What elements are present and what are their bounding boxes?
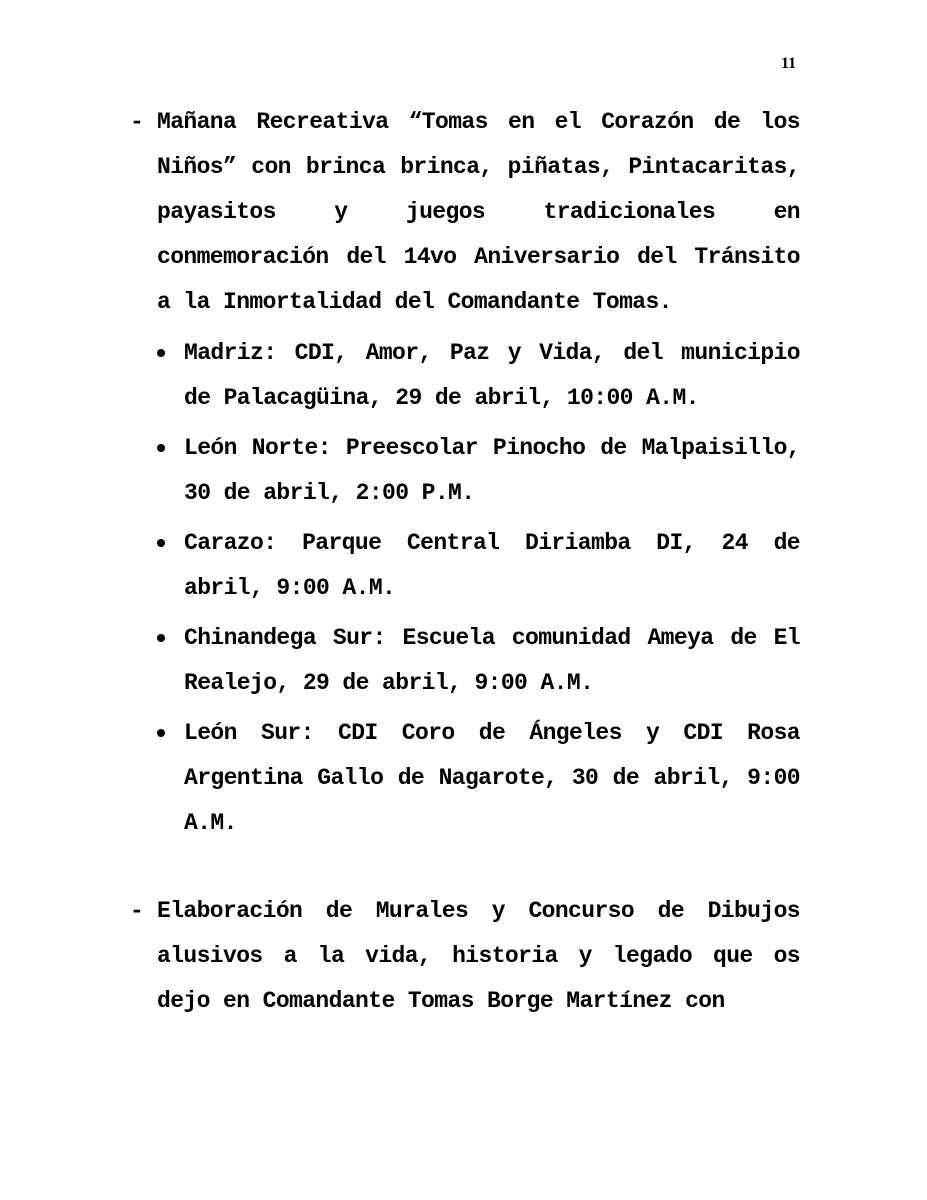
activity-section-recreativa (130, 100, 800, 851)
bullet-icon (157, 539, 165, 547)
location-entry: Chinandega Sur: Escuela comunidad Ameya de El Realejo, 29 de abril, 9:00 A.M. (184, 625, 800, 696)
list-item (157, 331, 800, 421)
bullet-icon (157, 634, 165, 642)
bullet-icon (157, 729, 165, 737)
bullet-icon (157, 349, 165, 357)
location-entry: León Norte: Preescolar Pinocho de Malpaisillo, 30 de abril, 2:00 P.M. (184, 435, 800, 506)
list-item (157, 616, 800, 706)
list-dash-marker: - (130, 898, 144, 924)
list-item (157, 426, 800, 516)
page-number: 11 (781, 55, 797, 72)
activity-description: Mañana Recreativa “Tomas en el Corazón de los Niños” con brinca brinca, piñatas, Pintacaritas, payasitos y juegos tradicionales en conmemoración del 14vo Aniversario del Tránsito a la Inmortalidad del Comandante Tomas. (157, 109, 800, 315)
bullet-icon (157, 444, 165, 452)
location-list (130, 331, 800, 846)
list-dash-marker: - (130, 109, 144, 135)
activity-section-murales (130, 889, 800, 1024)
list-item (157, 711, 800, 846)
location-entry: Carazo: Parque Central Diriamba DI, 24 de abril, 9:00 A.M. (184, 530, 800, 601)
activity-description: Elaboración de Murales y Concurso de Dibujos alusivos a la vida, historia y legado que os dejo en Comandante Tomas Borge Martínez con (157, 898, 800, 1014)
list-item (157, 521, 800, 611)
location-entry: León Sur: CDI Coro de Ángeles y CDI Rosa Argentina Gallo de Nagarote, 30 de abril, 9:00 A.M. (184, 720, 800, 836)
location-entry: Madriz: CDI, Amor, Paz y Vida, del municipio de Palacagüina, 29 de abril, 10:00 A.M. (184, 340, 800, 411)
